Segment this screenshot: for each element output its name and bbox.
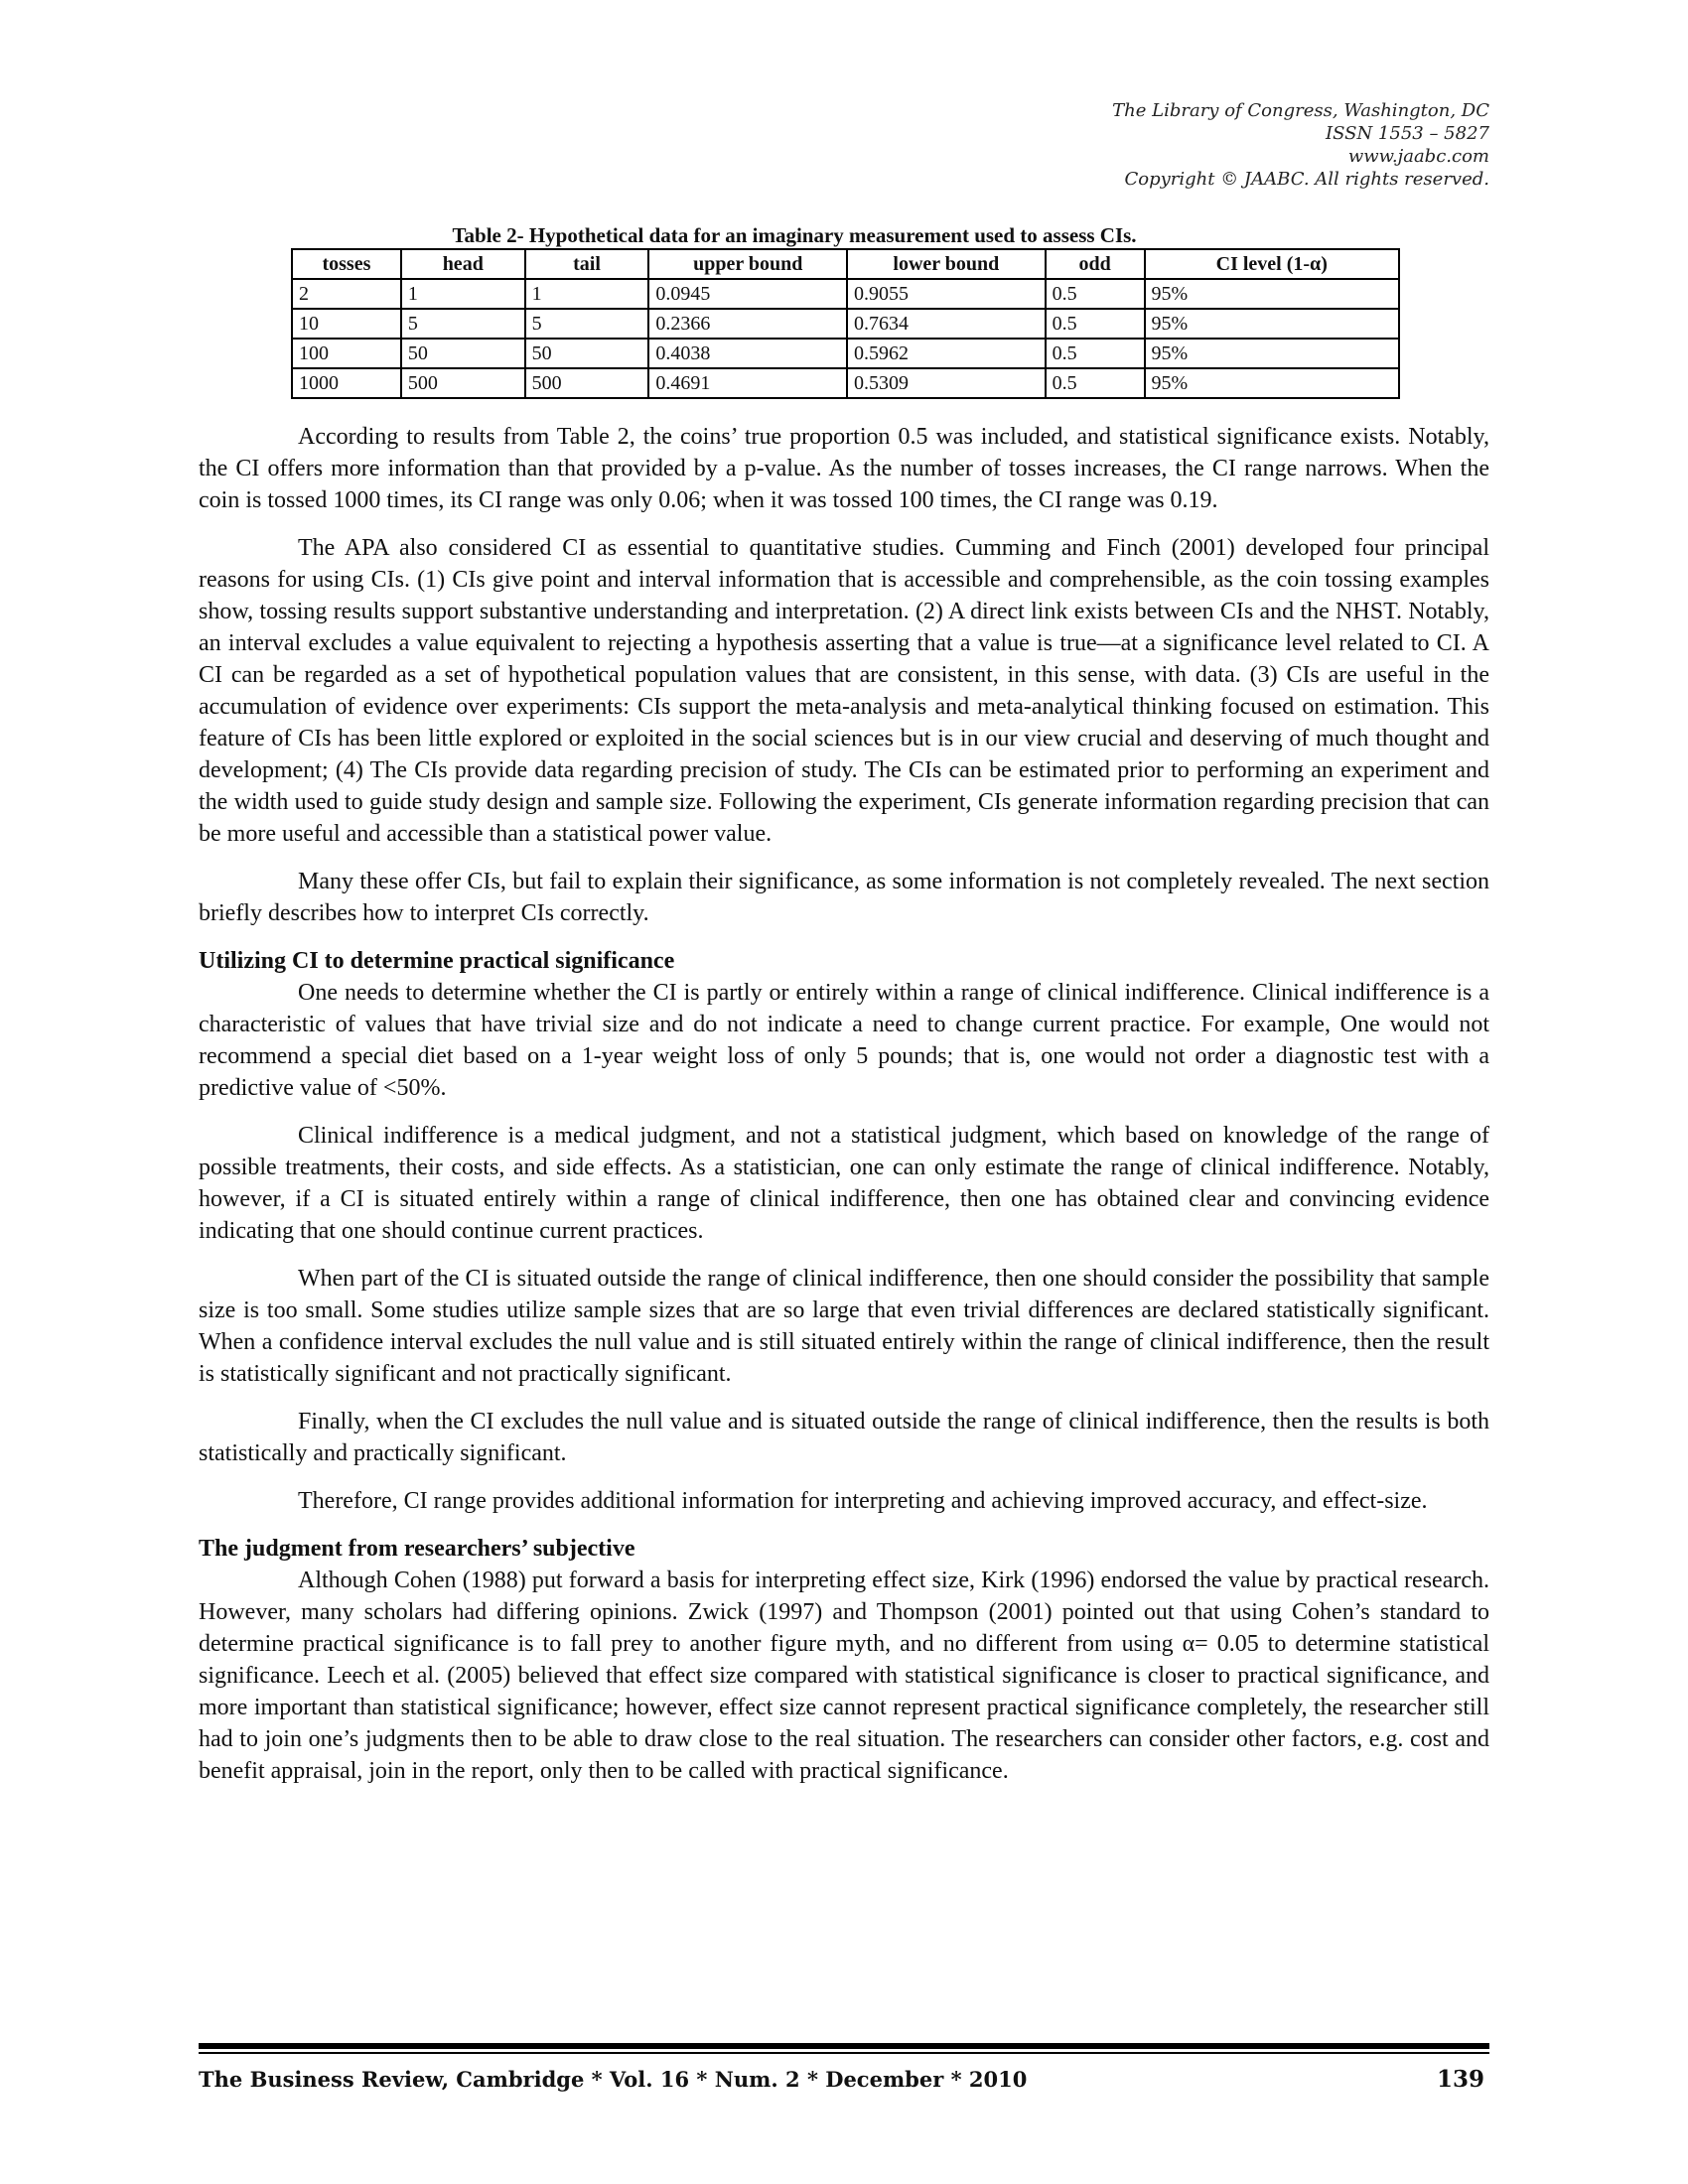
column-header: head	[401, 249, 525, 279]
table-cell: 500	[525, 368, 649, 398]
table-cell: 2	[292, 279, 401, 309]
table-caption: Table 2- Hypothetical data for an imaginary measurement used to assess CIs.	[452, 223, 1137, 247]
header-line-issn: ISSN 1553 – 5827	[1326, 123, 1489, 144]
table-cell: 0.4038	[648, 339, 847, 368]
table-cell: 0.5	[1046, 279, 1145, 309]
column-header: tail	[525, 249, 649, 279]
table-cell: 0.2366	[648, 309, 847, 339]
paragraph: The APA also considered CI as essential to quantitative studies. Cumming and Finch (2001) developed four principal reasons for using CIs. (1) CIs give point and interval information that is accessible and comprehensible, as the coin tossing examples show, tossing results support substantive understanding and interpretation. (2) A direct link exists between CIs and the NHST. Notably, an interval excludes a value equivalent to rejecting a hypothesis asserting that a value is true—at a significance level related to CI. A CI can be regarded as a set of hypothetical population values that are consistent, in this sense, with data. (3) CIs are useful in the accumulation of evidence over experiments: CIs support the meta-analysis and meta-analytical thinking focused on estimation. This feature of CIs has been little explored or exploited in the social sciences but is in our view crucial and deserving of much thought and development; (4) The CIs provide data regarding precision of study. The CIs can be estimated prior to performing an experiment and the width used to guide study design and sample size. Following the experiment, CIs generate information regarding precision that can be more useful and accessible than a statistical power value.	[199, 535, 1489, 847]
table-cell: 50	[401, 339, 525, 368]
paragraph: Although Cohen (1988) put forward a basis for interpreting effect size, Kirk (1996) endorsed the value by practical research. However, many scholars had differing opinions. Zwick (1997) and Thompson (2001) pointed out that using Cohen’s standard to determine practical significance is to fall prey to another figure myth, and no different from using α= 0.05 to determine statistical significance. Leech et al. (2005) believed that effect size compared with statistical significance is closer to practical significance, and more important than statistical significance; however, effect size cannot represent practical significance completely, the researcher still had to join one’s judgments then to be able to draw close to the real situation. The researchers can consider other factors, e.g. cost and benefit appraisal, join in the report, only then to be called with practical significance.	[199, 1568, 1489, 1784]
table-cell: 95%	[1145, 339, 1399, 368]
table-row	[292, 309, 1399, 339]
table-cell: 0.4691	[648, 368, 847, 398]
table-cell: 0.5962	[847, 339, 1046, 368]
table-cell: 0.7634	[847, 309, 1046, 339]
table-cell: 5	[401, 309, 525, 339]
header-line-website: www.jaabc.com	[1347, 146, 1489, 167]
table-cell: 1	[525, 279, 649, 309]
footer-rule	[199, 2043, 1489, 2049]
column-header: lower bound	[847, 249, 1046, 279]
table-cell: 0.0945	[648, 279, 847, 309]
running-header	[894, 99, 1489, 191]
table-row	[292, 339, 1399, 368]
footer-rule	[199, 2052, 1489, 2054]
journal-footer: The Business Review, Cambridge * Vol. 16 * Num. 2 * December * 2010	[199, 2067, 1028, 2092]
section-heading: The judgment from researchers’ subjective	[199, 1536, 635, 1562]
column-header: odd	[1046, 249, 1145, 279]
table-cell: 0.5309	[847, 368, 1046, 398]
table-cell: 95%	[1145, 309, 1399, 339]
paragraph: Finally, when the CI excludes the null value and is situated outside the range of clinical indifference, then the results is both statistically and practically significant.	[199, 1409, 1489, 1466]
table-row	[292, 279, 1399, 309]
table-cell: 1000	[292, 368, 401, 398]
header-line-library: The Library of Congress, Washington, DC	[1112, 100, 1489, 121]
column-header: upper bound	[648, 249, 847, 279]
table-header-row	[292, 249, 1399, 279]
article-body	[199, 421, 1489, 1787]
table-cell: 95%	[1145, 368, 1399, 398]
column-header: CI level (1-α)	[1145, 249, 1399, 279]
column-header: tosses	[292, 249, 401, 279]
table-cell: 10	[292, 309, 401, 339]
paragraph: According to results from Table 2, the coins’ true proportion 0.5 was included, and statistical significance exists. Notably, the CI offers more information than that provided by a p-value. As the number of tosses increases, the CI range narrows. When the coin is tossed 1000 times, its CI range was only 0.06; when it was tossed 100 times, the CI range was 0.19.	[199, 424, 1489, 513]
table-cell: 500	[401, 368, 525, 398]
paragraph: Therefore, CI range provides additional information for interpreting and achieving improved accuracy, and effect-size.	[298, 1488, 1428, 1514]
paragraph: When part of the CI is situated outside the range of clinical indifference, then one should consider the possibility that sample size is too small. Some studies utilize sample sizes that are so large that even trivial differences are declared statistically significant. When a confidence interval excludes the null value and is still situated entirely within the range of clinical indifference, then the result is statistically significant and not practically significant.	[199, 1266, 1489, 1387]
table-cell: 50	[525, 339, 649, 368]
header-line-copyright: Copyright © JAABC. All rights reserved.	[1124, 169, 1489, 190]
table-cell: 0.9055	[847, 279, 1046, 309]
table-cell: 0.5	[1046, 309, 1145, 339]
section-heading: Utilizing CI to determine practical significance	[199, 948, 675, 974]
paragraph: One needs to determine whether the CI is partly or entirely within a range of clinical indifference. Clinical indifference is a characteristic of values that have trivial size and do not indicate a need to change current practice. For example, One would not recommend a special diet based on a 1-year weight loss of only 5 pounds; that is, one would not order a diagnostic test with a predictive value of <50%.	[199, 980, 1489, 1101]
table-cell: 100	[292, 339, 401, 368]
page-number: 139	[1436, 2066, 1484, 2093]
table-cell: 0.5	[1046, 339, 1145, 368]
table-row	[292, 368, 1399, 398]
paragraph: Many these offer CIs, but fail to explain their significance, as some information is not completely revealed. The next section briefly describes how to interpret CIs correctly.	[199, 869, 1489, 926]
table-cell: 95%	[1145, 279, 1399, 309]
paragraph: Clinical indifference is a medical judgment, and not a statistical judgment, which based on knowledge of the range of possible treatments, their costs, and side effects. As a statistician, one can only estimate the range of clinical indifference. Notably, however, if a CI is situated entirely within a range of clinical indifference, then one has obtained clear and convincing evidence indicating that one should continue current practices.	[199, 1123, 1489, 1244]
table-cell: 5	[525, 309, 649, 339]
table-cell: 1	[401, 279, 525, 309]
table-cell: 0.5	[1046, 368, 1145, 398]
data-table	[291, 248, 1400, 399]
